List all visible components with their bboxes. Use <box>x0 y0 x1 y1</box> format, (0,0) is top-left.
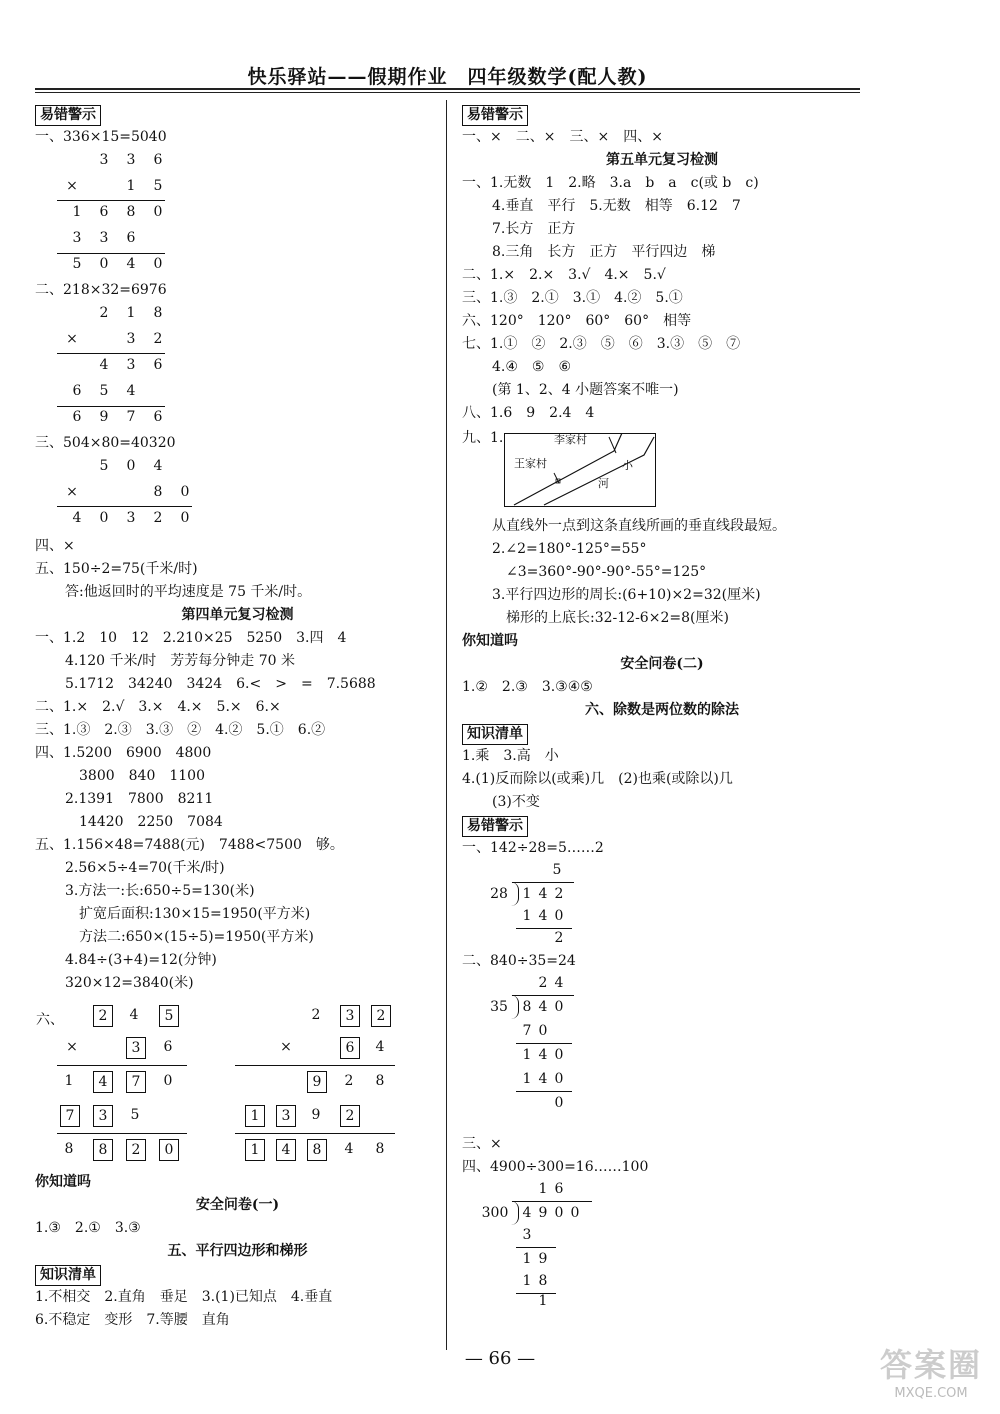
problem-line: 五、150÷2=75(千米/时) <box>35 561 198 577</box>
answer-line: 方法二:650×(15÷5)=1950(平方米) <box>79 929 314 945</box>
boxed-multiplication-puzzles: 六、 2 4 5 × 3 6 1 4 7 0 7 3 5 8 8 2 0 2 3 2 × 6 4 9 2 8 1 3 9 2 1 4 8 4 8 <box>35 1001 440 1171</box>
right-column <box>462 103 862 1309</box>
answer-line: 二、1.× 2.√ 3.× 4.× 5.× 6.× <box>35 699 281 715</box>
page-number: — 66 — <box>464 1348 536 1369</box>
section-title: 安全问卷(一) <box>195 1197 280 1213</box>
section-tag: 知识清单 <box>35 1265 101 1286</box>
answer-line: 一、× 二、× 三、× 四、× <box>462 129 663 145</box>
know-section: 你知道吗 <box>462 633 518 649</box>
answer-line: 从直线外一点到这条直线所画的垂直线段最短。 <box>492 518 786 534</box>
answer-line: 8.三角 长方 正方 平行四边 梯 <box>492 244 716 260</box>
problem-line: 二、840÷35=24 <box>462 953 576 969</box>
answer-line: 2.1391 7800 8211 <box>65 791 214 807</box>
answer-line: 5.1712 34240 3424 6.< > = 7.5688 <box>65 676 376 692</box>
answer-line: 1.乘 3.高 小 <box>462 748 559 764</box>
answer-line: 7.长方 正方 <box>492 221 576 237</box>
section-title: 第五单元复习检测 <box>606 152 718 168</box>
section-title: 安全问卷(二) <box>620 656 704 672</box>
problem-line: 四、4900÷300=16……100 <box>462 1159 649 1175</box>
vertical-multiplication-3: 5 0 4 × 8 0 4 0 3 2 0 <box>35 455 440 535</box>
header-rule <box>35 88 860 90</box>
answer-line: 320×12=3840(米) <box>65 975 194 991</box>
answer-line: 4.④ ⑤ ⑥ <box>492 359 572 375</box>
answer-line: 14420 2250 7084 <box>79 814 223 830</box>
vertical-multiplication-1: 3 3 6 × 1 5 1 6 8 0 3 3 6 5 0 4 0 <box>35 149 440 279</box>
section-title: 六、除数是两位数的除法 <box>585 702 739 718</box>
answer-line: 3.方法一:长:650÷5=130(米) <box>65 883 255 899</box>
answer-line: 4.(1)反而除以(或乘)几 (2)也乘(或除以)几 <box>462 771 733 787</box>
page-header: 快乐驿站——假期作业 四年级数学(配人教) <box>247 66 648 88</box>
section-title: 五、平行四边形和梯形 <box>167 1243 308 1259</box>
answer-line: 1.不相交 2.直角 垂足 3.(1)已知点 4.垂直 <box>35 1289 333 1305</box>
answer-line: 三、1.③ 2.① 3.① 4.② 5.① <box>462 290 683 306</box>
answer-line: 二、1.× 2.× 3.√ 4.× 5.√ <box>462 267 666 283</box>
watermark-logo: 答案圈 MXQE.COM <box>879 1346 982 1401</box>
answer-line: 一、1.2 10 12 2.210×25 5250 3.四 4 <box>35 630 347 646</box>
section-tag: 易错警示 <box>462 105 528 126</box>
column-divider <box>446 100 447 1350</box>
problem-line: 一、336×15=5040 <box>35 129 167 145</box>
answer-line: ∠3=360°-90°-90°-55°=125° <box>506 564 707 580</box>
answer-line: 4.84÷(3+4)=12(分钟) <box>65 952 217 968</box>
answer-line: 1.③ 2.① 3.③ <box>35 1220 141 1236</box>
long-division-3: 1 6 300 4 9 0 0 3 1 9 1 8 1 <box>462 1179 862 1309</box>
answer-line: 3800 840 1100 <box>79 768 205 784</box>
answer-line: 2.56×5÷4=70(千米/时) <box>65 860 225 876</box>
answer-line: 答:他返回时的平均速度是 75 千米/时。 <box>65 584 312 600</box>
answer-line: 七、1.① ② 2.③ ⑤ ⑥ 3.③ ⑤ ⑦ <box>462 336 741 352</box>
vertical-multiplication-2: 2 1 8 × 3 2 4 3 6 6 5 4 6 9 7 6 <box>35 302 440 432</box>
answer-line: 一、1.无数 1 2.略 3.a b a c(或 b c) <box>462 175 759 191</box>
answer-line: 扩宽后面积:130×15=1950(平方米) <box>79 906 311 922</box>
long-division-1: 5 28 1 4 2 1 4 0 2 <box>462 860 862 950</box>
answer-line: 五、1.156×48=7488(元) 7488<7500 够。 <box>35 837 344 853</box>
answer-line: 2.∠2=180°-125°=55° <box>492 541 647 557</box>
problem-line: 二、218×32=6976 <box>35 282 167 298</box>
left-column <box>35 103 440 1332</box>
problem-line: 一、142÷28=5……2 <box>462 840 604 856</box>
know-section: 你知道吗 <box>35 1174 91 1190</box>
problem-line: 四、× <box>35 538 75 554</box>
problem-line: 三、504×80=40320 <box>35 435 176 451</box>
answer-line: 3.平行四边形的周长:(6+10)×2=32(厘米) <box>492 587 761 603</box>
answer-line: 四、1.5200 6900 4800 <box>35 745 212 761</box>
answer-line: 八、1.6 9 2.4 4 <box>462 405 595 421</box>
answer-line: (3)不变 <box>492 794 540 810</box>
answer-line: (第 1、2、4 小题答案不唯一) <box>492 382 679 398</box>
answer-line: 1.② 2.③ 3.③④⑤ <box>462 679 593 695</box>
section-tag: 易错警示 <box>462 816 528 837</box>
answer-line: 三、1.③ 2.③ 3.③ ② 4.② 5.① 6.② <box>35 722 326 738</box>
section-tag: 知识清单 <box>462 724 528 745</box>
header-rule-thin <box>35 92 860 93</box>
section-title: 第四单元复习检测 <box>181 607 294 623</box>
village-river-map: 九、1. 李家村 王家村 小 河 <box>462 425 862 515</box>
answer-line: 4.垂直 平行 5.无数 相等 6.12 7 <box>492 198 741 214</box>
problem-line: 三、× <box>462 1136 502 1152</box>
answer-line: 梯形的上底长:32-12-6×2=8(厘米) <box>506 610 729 626</box>
section-tag: 易错警示 <box>35 105 101 126</box>
answer-line: 6.不稳定 变形 7.等腰 直角 <box>35 1312 230 1328</box>
answer-line: 六、120° 120° 60° 60° 相等 <box>462 313 692 329</box>
long-division-2: 2 4 35 8 4 0 7 0 1 4 0 1 4 0 0 <box>462 973 862 1133</box>
answer-line: 4.120 千米/时 芳芳每分钟走 70 米 <box>65 653 295 669</box>
